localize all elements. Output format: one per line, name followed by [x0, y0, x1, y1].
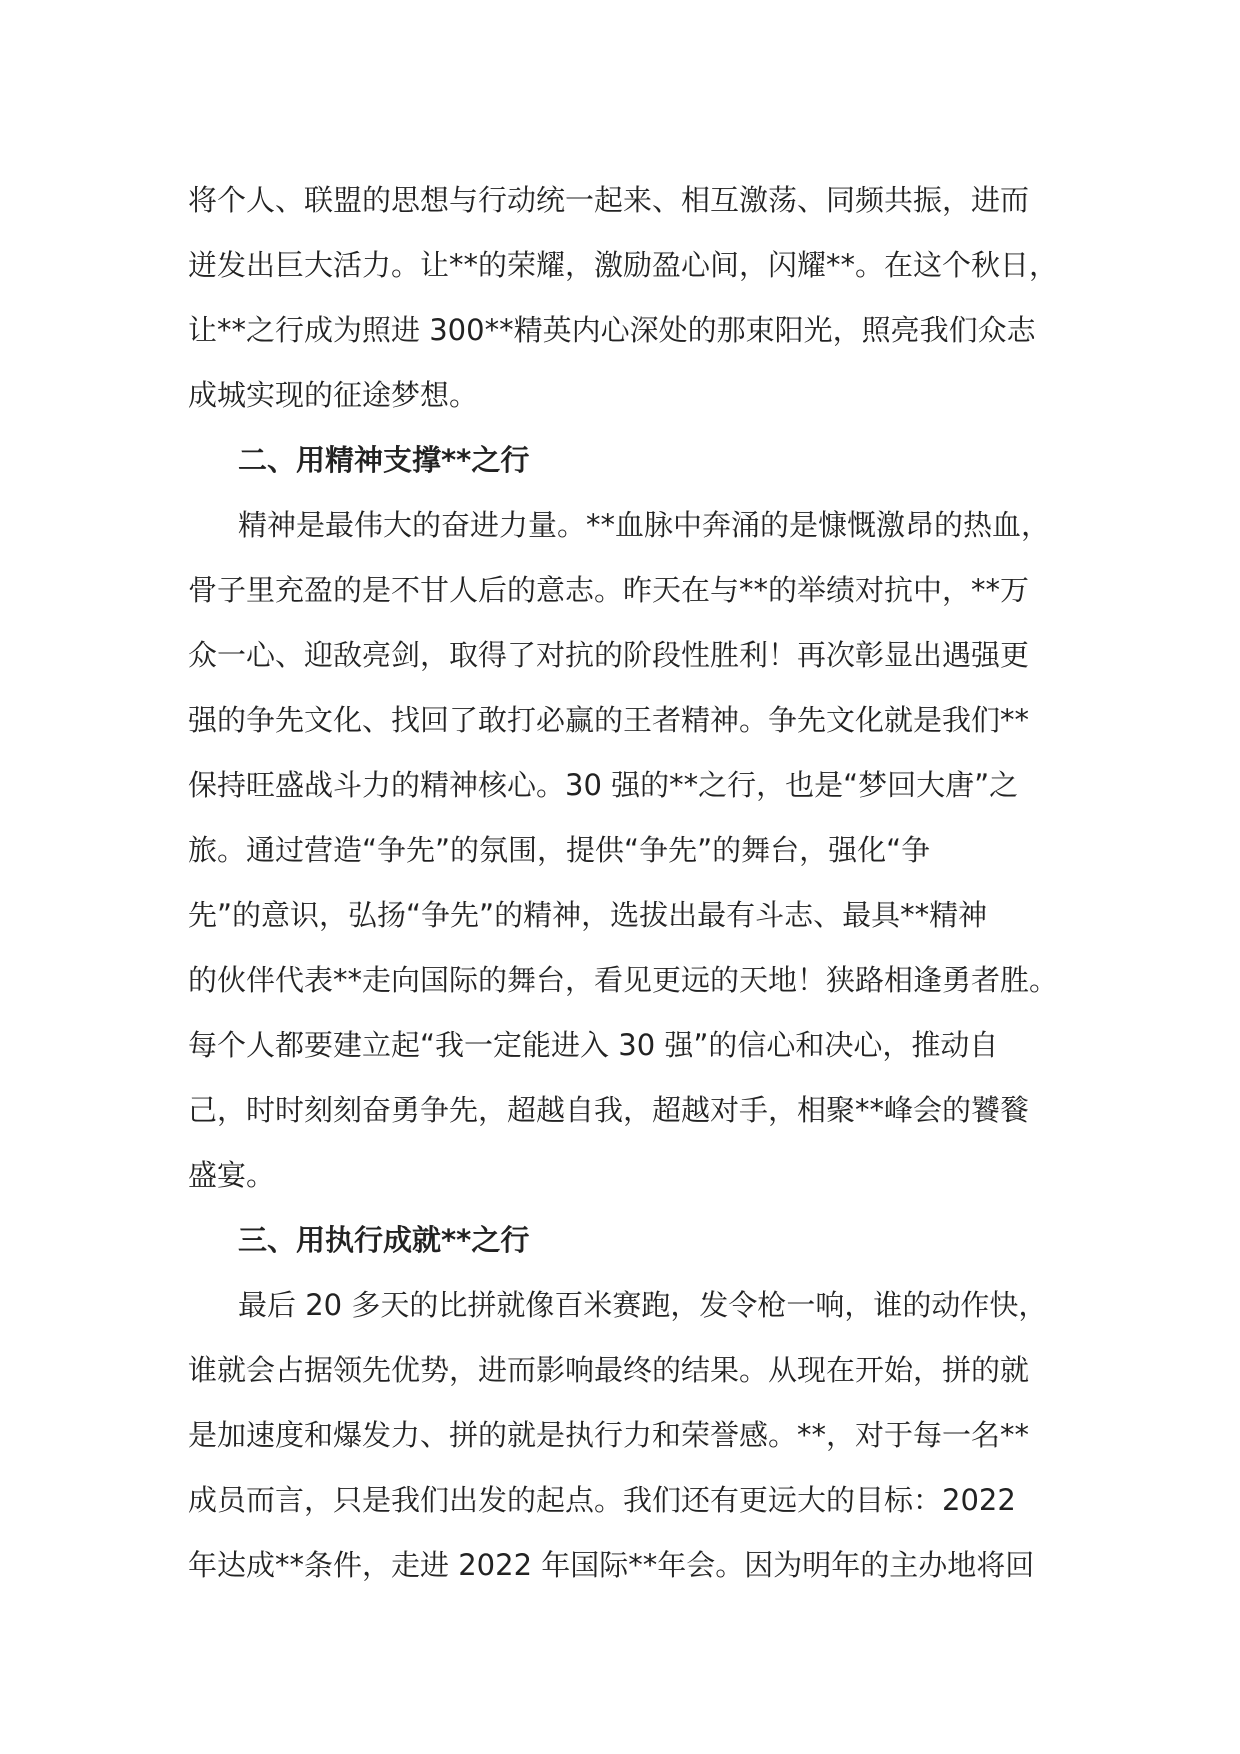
- text-line: 成城实现的征途梦想。: [188, 378, 479, 412]
- text-line: 保持旺盛战斗力的精神核心。30 强的**之行，也是“梦回大唐”之: [188, 768, 1019, 802]
- text-line: 旅。通过营造“争先”的氛围，提供“争先”的舞台，强化“争: [188, 833, 931, 867]
- text-line: 盛宴。: [188, 1158, 276, 1192]
- text-line: 先”的意识，弘扬“争先”的精神，选拔出最有斗志、最具**精神: [188, 898, 988, 932]
- section-heading: 三、用执行成就**之行: [238, 1223, 530, 1257]
- text-line: 众一心、迎敌亮剑，取得了对抗的阶段性胜利！再次彰显出遇强更: [188, 638, 1030, 672]
- text-line: 骨子里充盈的是不甘人后的意志。昨天在与**的举绩对抗中，**万: [188, 573, 1030, 607]
- text-line: 成员而言，只是我们出发的起点。我们还有更远大的目标：2022: [188, 1483, 1016, 1517]
- text-line: 最后 20 多天的比拼就像百米赛跑，发令枪一响，谁的动作快，: [238, 1288, 1048, 1322]
- document-page: [188, 168, 1058, 1598]
- text-line: 迸发出巨大活力。让**的荣耀，激励盈心间，闪耀**。在这个秋日，: [188, 248, 1059, 282]
- text-line: 让**之行成为照进 300**精英内心深处的那束阳光，照亮我们众志: [188, 313, 1036, 347]
- text-line: 己，时时刻刻奋勇争先，超越自我，超越对手，相聚**峰会的饕餮: [188, 1093, 1030, 1127]
- text-line: 年达成**条件，走进 2022 年国际**年会。因为明年的主办地将回: [188, 1548, 1035, 1582]
- section-heading: 二、用精神支撑**之行: [238, 443, 530, 477]
- text-line: 是加速度和爆发力、拼的就是执行力和荣誉感。**，对于每一名**: [188, 1418, 1030, 1452]
- text-line: 谁就会占据领先优势，进而影响最终的结果。从现在开始，拼的就: [188, 1353, 1030, 1387]
- text-line: 精神是最伟大的奋进力量。**血脉中奔涌的是慷慨激昂的热血，: [238, 508, 1051, 542]
- text-line: 每个人都要建立起“我一定能进入 30 强”的信心和决心，推动自: [188, 1028, 999, 1062]
- text-line: 强的争先文化、找回了敢打必赢的王者精神。争先文化就是我们**: [188, 703, 1030, 737]
- text-line: 将个人、联盟的思想与行动统一起来、相互激荡、同频共振，进而: [188, 183, 1030, 217]
- text-line: 的伙伴代表**走向国际的舞台，看见更远的天地！狭路相逢勇者胜。: [188, 963, 1059, 997]
